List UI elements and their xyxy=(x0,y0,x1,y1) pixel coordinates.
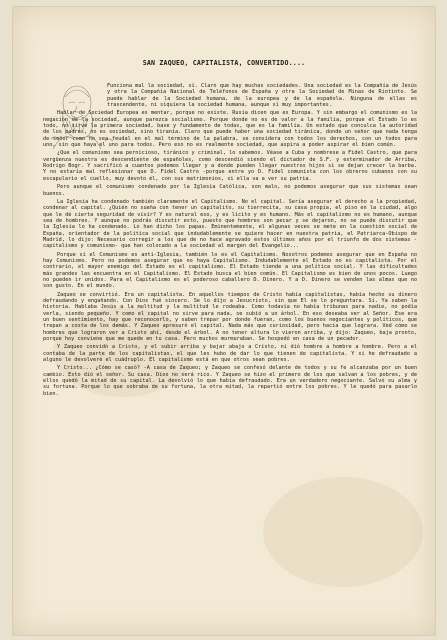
document-body xyxy=(43,83,417,399)
paragraph: La Iglesia ha condenado también claramente el Capitalismo. No el capital. Sería asegurar el derecho a la propiedad, condenar al capital. ¿Quién no sueña con tener un capitalito, su tierrecita, su casa propia, el piso en la ciudad, algo que le dé cierta seguridad de vivir? Y es natural eso, y es lícito y es humano. Más el capitalismo no es humano, aunque sea de hombres. Y aunque no podrás discutir esto, puesto que hombres son pecar y se dejaron, no se puede discutir que la Iglesia lo ha condenado. Lo han dicho los papas. Eminentemente, el algunas veces se mete en la cuestión social de España, orientador de la política social que indudablemente se quiere hacer en nuestra patria, el Patriarca-Obispo de Madrid, lo dijo: Necesario corregir a los que de no hace agravado estos últimos años por el triunfo de dos sistemas -capitalismo y comunismo- que han colocado a la sociedad al margen del Evangelio... xyxy=(43,198,417,250)
document-title: SAN ZAQUEO, CAPITALISTA, CONVERTIDO.... xyxy=(142,59,306,67)
paragraph: Zaqueo se convirtió. Era un capitalista. En aquellos tiempos de Cristo había capitalistas, había hecho su dinero defraudando y engañando. Con Dios fué sincero. Se lo dijo a Jesucristo, sin que El se lo preguntara. Sí. Ya saben la historia. Hablaba Jesús a la multitud y la multitud le rodeaba. Como todavía no había tribunas para nadie, no podía verla, siendo pequeño. Y como el capital no sirve para nada, se subió a un árbol. En eso deseaba ver al Señor. Ese era un buen sentimiento, hay que reconocerlo, y saben trepar por donde fueran, como los buenos negociantes y políticos, que trepan a costa de los demás. Y Zaqueo apresuró el capital. Nada más que curiosidad, pero hacía que lograra. Ved cómo se hombres que lograron ver a Cristo ahí, desde el árbol. A no tener altura lo vieron arriba, y dijo: Zaqueo, baja pronto, porque hoy conviene que me quede en tu casa. Pero muchos murmuraban. Se hospedó en casa de un pecador. xyxy=(43,291,417,343)
paragraph: ¿Que el comunismo sea pernicioso, tiránico y criminal, lo sabemos. Véase a Cuba y nombrese a Fidel Castro, que para vergüenza nuestra es descendiente de españoles, como descendió siendo el dictador de S.F. y exterminador de Arriba, Rodrigo Bogr. Y sacrificó a cuantos podemos llegar y a donde pueden llegar nuestros hijos si se dejan crecer la barba. Y no estaría mal reflexionar que D. Fidel Castro -porque entre yo D. Fidel comunista con los obreros cubanos con su escapulario el cuello, muy devoto él, con sus matrimonios, si ella va a ver su patria. xyxy=(43,150,417,182)
paragraph: Y Cristo... ¿Cómo se casó? -A casa de Zaqueo; y Zaqueo se confesó delante de todos y su fe alcanzaba por un buen cambio. Esto dió el señor. Su casa. Dios no será rico. Y Zaqueo se hizo el primero de los que salvan a los pobres, y de ellos quedó la mitad de su capital. La devolvió lo que había defraudado. Era un verdadero negociante. Salvó su alma y su fortuna. Porque lo que sobraba de su fortuna, la otra mitad, la repartió entre los pobres. Y le quedó para pasarlo bien. xyxy=(43,365,417,397)
document-page xyxy=(12,6,436,636)
paragraph: Porque si el Comunismo es anti-Iglesia, también lo es el Capitalismo. Nosotros podemos asegurar que en España no hay Comunismo. Pero no podemos asegurar que no haya Capitalismo. Indudablemente el Estado no es capitalista. Por el contrario, el mayor enemigo del Estado es el capitalismo. El Estado tiende a una política social. Y las dificultades más grandes las encuentra en el Capitalismo. El Estado busca el bien común. El Capitalismo es bien de unos pocos. Luego no pueden ir unidos. Para el Capitalismo es el poderoso caballero D. Dinero. Y a D. Dinero se venden las almas que no son gusto. En el mundo. xyxy=(43,251,417,290)
paragraph: Y Zaqueo convidó a Cristo, y el subir arriba y bajar abajo a Cristo, ni dió hombre a hombre a hombre. Pero a el contaba de la parte de los capitalistas, el que les hubo de dar lo que tienen de capitalista. Y si he defraudado a alguno le devolveré el cuádruplo. El capitalismo está en que otros sean pobres. xyxy=(43,344,417,364)
paragraph: Hablar de Sociedad Europea es mentar, porque no existe. Rusia dicen que es Europa. Y sin embargo el comunismo es la negación de la sociedad, aunque parezca socialismo. Porque donde no es de valor a la familia, porque el Estado lo es todo, no sirve la primera sociedad, base y fundamento de todas, que es la familia. Un estado que conculca la autoridad de los padres, no es sociedad, sino tiranía. Claro que puede haber una sociedad tiránica, donde un señor que nada tenga de señor como no sea feudal en el mal término de la palabra, se considera con todos los derechos, con un todos para uno, sin que haya el uno para todos. Pero eso no es realmente sociedad, que aspira a poder aspirar el bien común. xyxy=(43,110,417,149)
paragraph: Pero aunque el comunismo condenado por la Iglesia Católica, son malo, no podemos asegurar que sus sistemas sean buenos. xyxy=(43,184,417,197)
paragraph: Funciona mal la sociedad, sí. Claro que hay muchas sociedades. Una sociedad es la Compañía de Jesús y otra la Compañía Nacional de Teléfonos de España y otra la Sociedad de Minas de Riotinto. Se puede hablar de la Sociedad humana, de la europea y de la española. Ninguna de ellas es trascendente, ni siquiera la sociedad humana, aunque sí muy importantes. xyxy=(107,83,417,109)
